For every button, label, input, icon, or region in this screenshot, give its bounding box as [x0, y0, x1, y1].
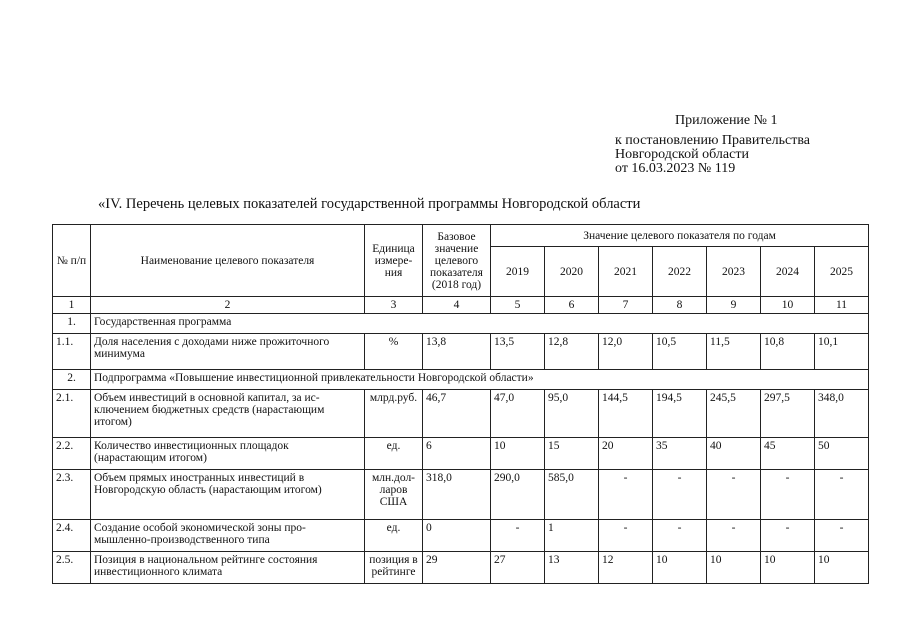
year-value: 194,5 [653, 390, 707, 438]
indicator-name: Объем прямых иностранных инвестиций в Новгородскую область (нарастающим итогом) [91, 470, 365, 520]
year-value: - [599, 470, 653, 520]
row-number: 1. [53, 314, 91, 334]
table-row [53, 438, 869, 470]
year-value: 10 [761, 552, 815, 584]
table-row [53, 552, 869, 584]
table-row [53, 470, 869, 520]
indicator-name: Позиция в национальном рейтинге состояния инвестиционного климата [91, 552, 365, 584]
header-year: 2025 [815, 247, 869, 297]
header-year: 2022 [653, 247, 707, 297]
row-number: 2.5. [53, 552, 91, 584]
year-value: 40 [707, 438, 761, 470]
header-num: № п/п [53, 225, 91, 297]
year-value: 10,5 [653, 334, 707, 370]
unit-cell: позиция в рейтинге [365, 552, 423, 584]
year-value: - [707, 470, 761, 520]
year-value: - [599, 520, 653, 552]
unit-cell: % [365, 334, 423, 370]
year-value: 13,5 [491, 334, 545, 370]
section-title: Подпрограмма «Повышение инвестиционной привлекательности Новгородской области» [91, 370, 869, 390]
appendix-date: от 16.03.2023 № 119 [615, 161, 736, 176]
year-value: - [491, 520, 545, 552]
appendix-line: Новгородской области [615, 147, 749, 162]
header-unit: Единица измере-ния [365, 225, 423, 297]
year-value: - [815, 470, 869, 520]
year-value: - [653, 470, 707, 520]
year-value: 585,0 [545, 470, 599, 520]
year-value: - [761, 470, 815, 520]
base-value: 6 [423, 438, 491, 470]
header-by-years: Значение целевого показателя по годам [491, 225, 869, 247]
year-value: - [653, 520, 707, 552]
year-value: 45 [761, 438, 815, 470]
year-value: 35 [653, 438, 707, 470]
indicators-table [52, 224, 869, 584]
column-number: 4 [423, 297, 491, 314]
header-year: 2021 [599, 247, 653, 297]
header-base: Базовое значение целевого показателя (2018 год) [423, 225, 491, 297]
indicator-name: Количество инвестиционных площадок (нарастающим итогом) [91, 438, 365, 470]
indicator-name: Создание особой экономической зоны про-мышленно-производственного типа [91, 520, 365, 552]
year-value: 290,0 [491, 470, 545, 520]
year-value: 245,5 [707, 390, 761, 438]
year-value: 10 [707, 552, 761, 584]
year-value: 95,0 [545, 390, 599, 438]
year-value: 10 [491, 438, 545, 470]
row-number: 1.1. [53, 334, 91, 370]
row-number: 2. [53, 370, 91, 390]
year-value: 50 [815, 438, 869, 470]
column-number: 10 [761, 297, 815, 314]
unit-cell: ед. [365, 438, 423, 470]
base-value: 0 [423, 520, 491, 552]
base-value: 29 [423, 552, 491, 584]
unit-cell: ед. [365, 520, 423, 552]
table-row [53, 390, 869, 438]
appendix-block [615, 114, 810, 176]
year-value: 13 [545, 552, 599, 584]
column-number: 8 [653, 297, 707, 314]
header-year: 2023 [707, 247, 761, 297]
header-year: 2019 [491, 247, 545, 297]
year-value: 27 [491, 552, 545, 584]
header-year: 2024 [761, 247, 815, 297]
column-number: 6 [545, 297, 599, 314]
header-year: 2020 [545, 247, 599, 297]
base-value: 46,7 [423, 390, 491, 438]
year-value: 11,5 [707, 334, 761, 370]
appendix-line: к постановлению Правительства [615, 133, 811, 148]
year-value: - [815, 520, 869, 552]
year-value: 15 [545, 438, 599, 470]
base-value: 13,8 [423, 334, 491, 370]
unit-cell: млрд.руб. [365, 390, 423, 438]
year-value: 10,1 [815, 334, 869, 370]
year-value: 348,0 [815, 390, 869, 438]
row-number: 2.2. [53, 438, 91, 470]
indicator-name: Доля населения с доходами ниже прожиточного минимума [91, 334, 365, 370]
year-value: 12,8 [545, 334, 599, 370]
column-number: 11 [815, 297, 869, 314]
year-value: 10,8 [761, 334, 815, 370]
column-number: 9 [707, 297, 761, 314]
table-row [53, 334, 869, 370]
row-number: 2.3. [53, 470, 91, 520]
year-value: 10 [653, 552, 707, 584]
year-value: 10 [815, 552, 869, 584]
year-value: 144,5 [599, 390, 653, 438]
column-number: 3 [365, 297, 423, 314]
column-number: 5 [491, 297, 545, 314]
unit-cell: млн.дол-ларов США [365, 470, 423, 520]
section-row [53, 370, 869, 390]
year-value: 20 [599, 438, 653, 470]
column-number: 1 [53, 297, 91, 314]
year-value: - [707, 520, 761, 552]
indicator-name: Объем инвестиций в основной капитал, за ис-ключением бюджетных средств (нарастающим итогом) [91, 390, 365, 438]
year-value: 12 [599, 552, 653, 584]
year-value: 47,0 [491, 390, 545, 438]
header-name: Наименование целевого показателя [91, 225, 365, 297]
appendix-title: Приложение № 1 [675, 113, 778, 128]
row-number: 2.4. [53, 520, 91, 552]
document-title: «IV. Перечень целевых показателей государственной программы Новгородской области [98, 196, 641, 212]
year-value: 297,5 [761, 390, 815, 438]
year-value: 1 [545, 520, 599, 552]
base-value: 318,0 [423, 470, 491, 520]
column-number: 2 [91, 297, 365, 314]
section-row [53, 314, 869, 334]
column-number: 7 [599, 297, 653, 314]
section-title: Государственная программа [91, 314, 869, 334]
table-row [53, 520, 869, 552]
year-value: - [761, 520, 815, 552]
row-number: 2.1. [53, 390, 91, 438]
year-value: 12,0 [599, 334, 653, 370]
